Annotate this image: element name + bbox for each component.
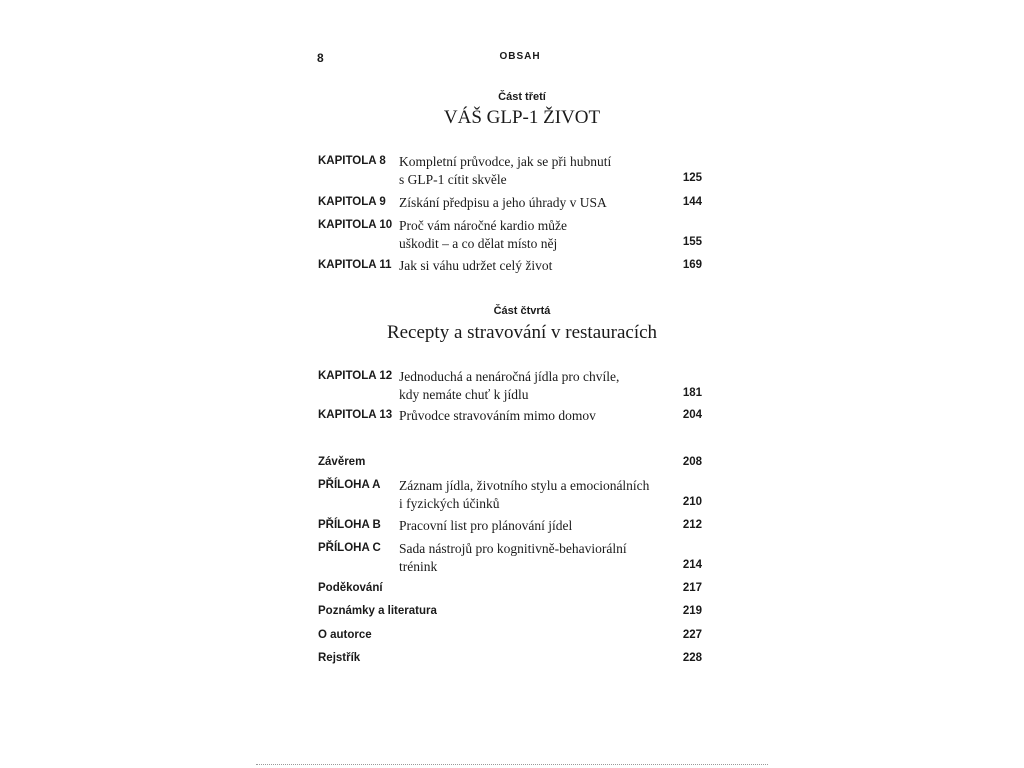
- chapter-title: Jak si váhu udržet celý život: [399, 258, 553, 273]
- chapter-label: KAPITOLA 12: [318, 370, 393, 382]
- chapter-title: Proč vám náročné kardio může uškodit – a co dělat místo něj: [399, 218, 567, 251]
- toc-entry-about-author[interactable]: [318, 629, 702, 645]
- entry-label: Poznámky a literatura: [318, 605, 437, 617]
- toc-entry-conclusion[interactable]: [318, 456, 702, 472]
- page-ref: 212: [682, 519, 702, 531]
- entry-label: Rejstřík: [318, 652, 361, 664]
- part-4-title: Recepty a stravování v restauracích: [386, 322, 658, 343]
- toc-entry-chapter-10[interactable]: [318, 219, 702, 255]
- toc-entry-notes-literature[interactable]: [318, 605, 702, 621]
- toc-entry-chapter-9[interactable]: [318, 196, 702, 214]
- toc-entry-index[interactable]: [318, 652, 702, 668]
- toc-entry-appendix-c[interactable]: [318, 542, 702, 578]
- running-head: OBSAH: [499, 51, 541, 62]
- appendix-title: Sada nástrojů pro kognitivně-behaviorální trénink: [399, 541, 627, 574]
- toc-entry-acknowledgements[interactable]: [318, 582, 702, 598]
- chapter-label: KAPITOLA 9: [318, 196, 386, 208]
- page-ref: 208: [682, 456, 702, 468]
- page-ref: 210: [682, 496, 702, 508]
- toc-entry-chapter-12[interactable]: [318, 370, 702, 406]
- toc-entry-chapter-13[interactable]: [318, 409, 702, 427]
- chapter-title: Kompletní průvodce, jak se při hubnutí s GLP-1 cítit skvěle: [399, 154, 612, 187]
- part-3-title: VÁŠ GLP-1 ŽIVOT: [443, 107, 601, 128]
- appendix-title: Pracovní list pro plánování jídel: [399, 518, 573, 533]
- page-number: 8: [317, 51, 324, 65]
- appendix-label: PŘÍLOHA C: [318, 542, 381, 554]
- chapter-label: KAPITOLA 13: [318, 409, 393, 421]
- page-ref: 144: [682, 196, 702, 208]
- page-ref: 228: [682, 652, 702, 664]
- appendix-label: PŘÍLOHA A: [318, 479, 381, 491]
- entry-label: Závěrem: [318, 456, 366, 468]
- toc-entry-appendix-b[interactable]: [318, 519, 702, 537]
- page-ref: 204: [682, 409, 702, 421]
- page-ref: 217: [682, 582, 702, 594]
- part-3-label: Část třetí: [498, 91, 546, 103]
- page-ref: 227: [682, 629, 702, 641]
- page-ref: 181: [682, 387, 702, 399]
- chapter-title: Průvodce stravováním mimo domov: [399, 408, 596, 423]
- appendix-title: Záznam jídla, životního stylu a emocionálních i fyzických účinků: [399, 478, 650, 511]
- toc-entry-appendix-a[interactable]: [318, 479, 702, 515]
- chapter-label: KAPITOLA 11: [318, 259, 392, 271]
- toc-entry-chapter-11[interactable]: [318, 259, 702, 277]
- page-ref: 214: [682, 559, 702, 571]
- page-ref: 219: [682, 605, 702, 617]
- chapter-title: Získání předpisu a jeho úhrady v USA: [399, 195, 607, 210]
- page-ref: 169: [682, 259, 702, 271]
- part-4-label: Část čtvrtá: [493, 305, 551, 317]
- page-ref: 125: [682, 172, 702, 184]
- chapter-label: KAPITOLA 10: [318, 219, 393, 231]
- toc-entry-chapter-8[interactable]: [318, 155, 702, 191]
- bottom-dotted-rule: [256, 764, 768, 765]
- chapter-label: KAPITOLA 8: [318, 155, 386, 167]
- entry-label: Poděkování: [318, 582, 383, 594]
- entry-label: O autorce: [318, 629, 372, 641]
- page-ref: 155: [682, 236, 702, 248]
- chapter-title: Jednoduchá a nenáročná jídla pro chvíle, kdy nemáte chuť k jídlu: [399, 369, 620, 402]
- appendix-label: PŘÍLOHA B: [318, 519, 381, 531]
